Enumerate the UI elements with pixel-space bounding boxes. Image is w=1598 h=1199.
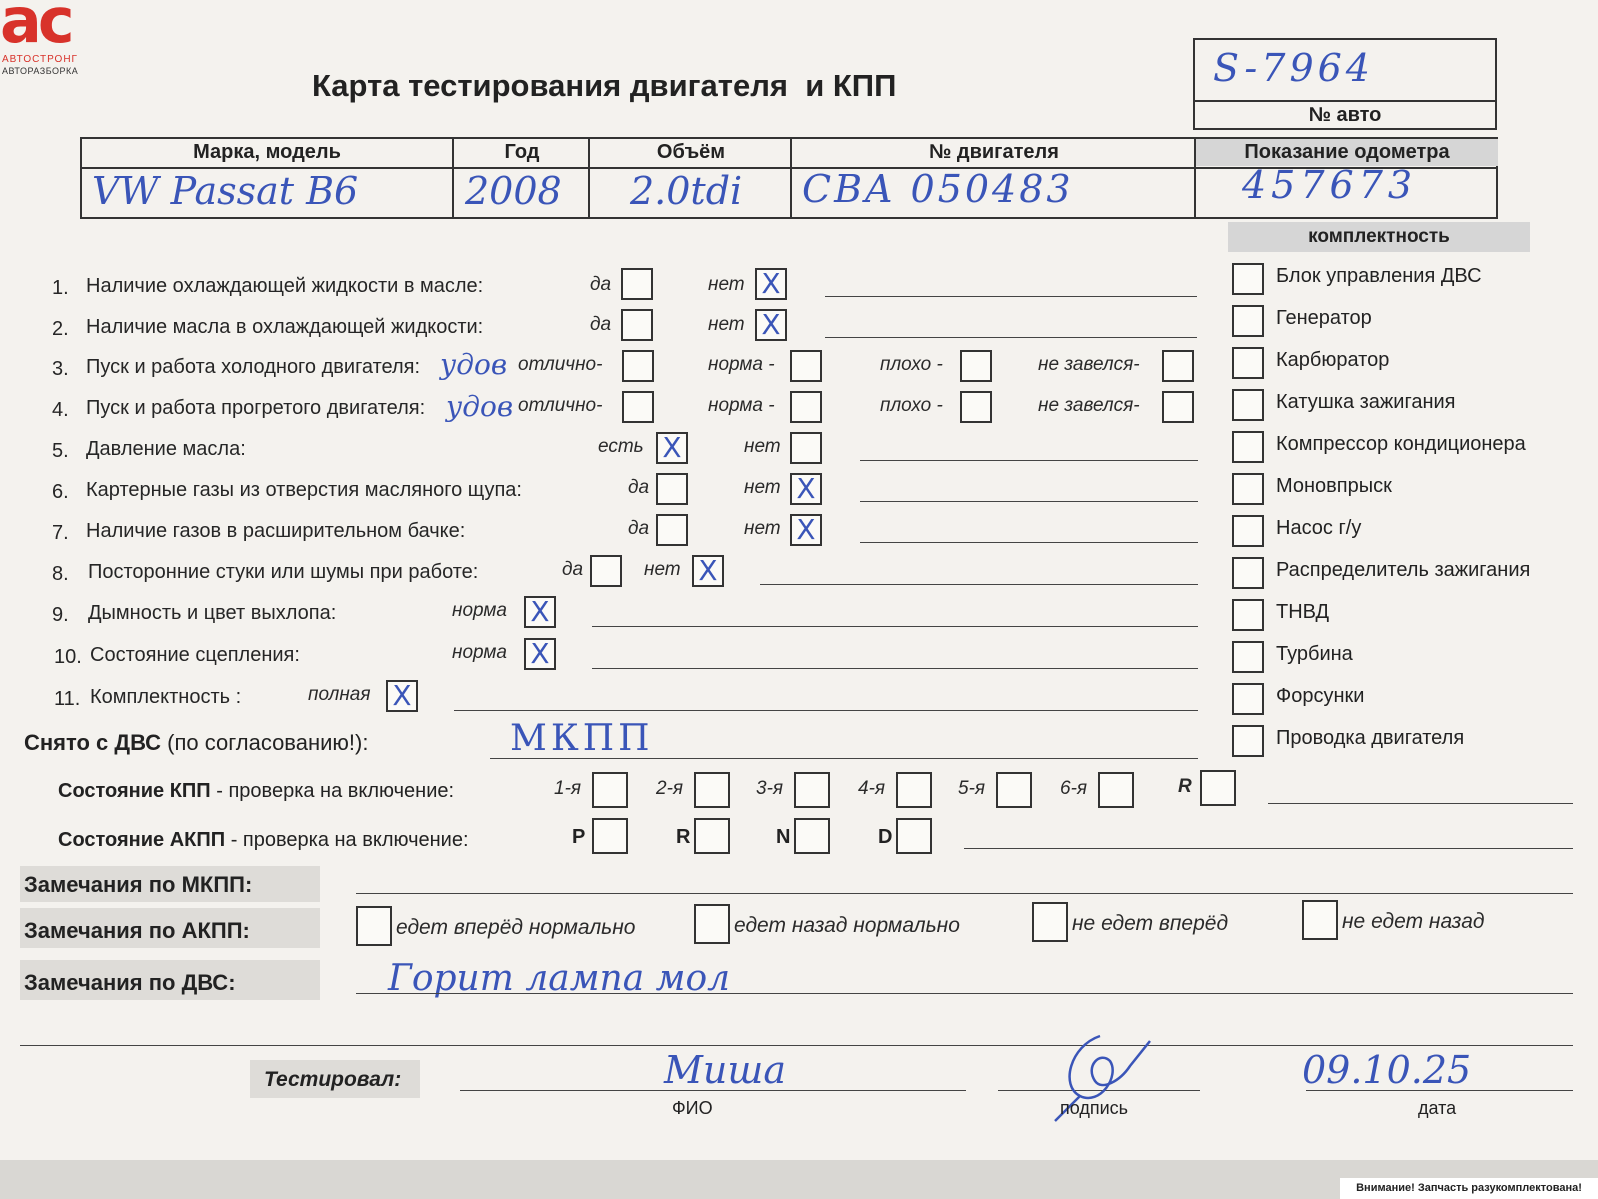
q1-yes-label: да [590,274,612,295]
q5-number: 5. [52,440,69,462]
car-number-divider [1195,100,1495,102]
mode-p-label: P [572,826,586,848]
q2-number: 2. [52,318,69,340]
q3-no-start-checkbox[interactable] [1162,350,1194,382]
value-make-model: VW Passat B6 [92,169,359,213]
q10-note-line [592,668,1198,669]
gear-6-label: 6-я [1060,778,1088,799]
remarks-akpp-label: Замечания по АКПП: [24,918,250,943]
removed-line [490,758,1198,759]
signature-caption: подпись [1060,1098,1129,1118]
q5-no-checkbox[interactable] [790,432,822,464]
gear-4-label: 4-я [858,778,886,799]
q1-number: 1. [52,277,69,299]
q8-no-label: нет [644,559,681,580]
mode-r-checkbox[interactable] [694,818,730,854]
q8-yes-label: да [562,559,584,580]
q3-normal-label: норма - [708,354,775,375]
q4-no-start-label: не завелся- [1038,395,1140,416]
kit-checkbox[interactable] [1232,347,1264,379]
header-make-model: Марка, модель [193,141,341,163]
q2-text: Наличие масла в охлаждающей жидкости: [86,316,484,338]
q5-note-line [860,460,1198,461]
tester-name: Миша [664,1048,787,1092]
q3-no-start-label: не завелся- [1038,354,1140,375]
gear-r-label: R [1178,776,1192,797]
q5-no-label: нет [744,436,781,457]
kit-checkbox[interactable] [1232,305,1264,337]
mode-d-checkbox[interactable] [896,818,932,854]
gear-3-checkbox[interactable] [794,772,830,808]
q6-no-checkbox[interactable]: X [790,473,822,505]
q3-number: 3. [52,358,69,380]
q4-bad-label: плохо - [880,395,943,416]
warning-banner: Внимание! Запчасть разукомплектована! [1340,1178,1598,1199]
q11-full-label: полная [308,684,371,705]
q9-normal-checkbox[interactable]: X [524,596,556,628]
q10-normal-label: норма [452,642,507,663]
kpp-note-line [1268,803,1573,804]
kit-checkbox[interactable] [1232,389,1264,421]
mode-n-checkbox[interactable] [794,818,830,854]
akpp-no-forward-checkbox[interactable] [1032,902,1068,942]
q4-text: Пуск и работа прогретого двигателя: [86,397,426,419]
header-odometer: Показание одометра [1194,139,1498,166]
header-year: Год [452,139,590,219]
q3-normal-checkbox[interactable] [790,350,822,382]
q1-no-label: нет [708,274,745,295]
q7-no-checkbox[interactable]: X [790,514,822,546]
q3-text: Пуск и работа холодного двигателя: [86,356,421,378]
value-volume: 2.0tdi [630,169,743,213]
q7-number: 7. [52,522,69,544]
q3-bad-checkbox[interactable] [960,350,992,382]
q4-bad-checkbox[interactable] [960,391,992,423]
q6-number: 6. [52,481,69,503]
q5-text: Давление масла: [86,438,246,460]
remarks-dvs-label: Замечания по ДВС: [24,970,236,995]
q6-yes-label: да [628,477,650,498]
q2-yes-checkbox[interactable] [621,309,653,341]
q6-note-line [860,501,1198,502]
q9-normal-label: норма [452,600,507,621]
q9-text: Дымность и цвет выхлопа: [88,602,337,624]
remarks-dvs-line [356,993,1573,994]
kit-checkbox[interactable] [1232,683,1264,715]
gear-5-checkbox[interactable] [996,772,1032,808]
q8-note-line [760,584,1198,585]
q3-note: удов [440,348,508,381]
q10-number: 10. [54,646,82,668]
q1-yes-checkbox[interactable] [621,268,653,300]
header-volume: Объём [588,139,792,219]
mode-d-label: D [878,826,893,848]
remarks-dvs-line-2 [20,1045,1573,1046]
remarks-dvs-value: Горит лампа мол [388,958,731,999]
q1-note-line [825,296,1197,297]
akpp-no-backward-label: не едет назад [1342,910,1485,933]
fio-line [460,1090,966,1091]
q3-bad-label: плохо - [880,354,943,375]
tested-label: Тестировал: [264,1068,402,1091]
kit-checkbox[interactable] [1232,263,1264,295]
remarks-mkpp-label: Замечания по МКПП: [24,872,253,897]
kit-checkbox[interactable] [1232,725,1264,757]
mode-n-label: N [776,826,791,848]
q2-yes-label: да [590,314,612,335]
q1-no-checkbox[interactable]: X [755,268,787,300]
akpp-forward-ok-label: едет вперёд нормально [396,916,636,939]
car-number-label: № авто [1308,104,1382,126]
q4-excellent-label: отлично- [518,395,603,416]
company-logo [0,0,110,80]
q8-text: Посторонние стуки или шумы при работе: [88,561,479,583]
q11-note-line [454,710,1198,711]
akpp-backward-ok-checkbox[interactable] [694,904,730,944]
header-engine-number: № двигателя [790,139,1196,219]
gear-1-label: 1-я [554,778,582,799]
q8-no-checkbox[interactable]: X [692,555,724,587]
q2-note-line [825,337,1197,338]
value-odometer: 457673 [1242,163,1418,207]
value-engine-number: CBA 050483 [802,167,1074,211]
date-line [1306,1090,1573,1091]
logo-mark: ac [0,0,71,57]
akpp-note-line [964,848,1573,849]
date-caption: дата [1418,1098,1457,1118]
removed-label: Снято с ДВС (по согласованию!): [24,730,369,755]
akpp-backward-ok-label: едет назад нормально [734,914,960,937]
akpp-no-forward-label: не едет вперёд [1072,912,1229,935]
kit-checkbox[interactable] [1232,599,1264,631]
akpp-forward-ok-checkbox[interactable] [356,906,392,946]
kit-checkbox[interactable] [1232,431,1264,463]
q3-excellent-label: отлично- [518,354,603,375]
q7-yes-label: да [628,518,650,539]
car-number-value: S-7964 [1213,46,1374,90]
mode-r-label: R [676,826,691,848]
remarks-mkpp-line [356,893,1573,894]
q4-number: 4. [52,399,69,421]
q8-yes-checkbox[interactable] [590,555,622,587]
q8-number: 8. [52,563,69,585]
car-number-box [1193,38,1497,130]
kit-checkbox[interactable] [1232,515,1264,547]
vehicle-table [80,137,1498,219]
q10-normal-checkbox[interactable]: X [524,638,556,670]
kit-title: комплектность [1228,222,1530,252]
akpp-label: Состояние АКПП - проверка на включение: [58,829,469,851]
q11-text: Комплектность : [90,686,242,708]
page-title: Карта тестирования двигателя и КПП [312,68,897,103]
removed-value: МКПП [510,718,654,759]
kit-list: Блок управления ДВС Генератор Карбюратор Катушка зажигания Компрессор кондиционера Моновпрыск Насос г/у Распределитель зажигания ТНВД Турбина Форсунки Проводка двигателя [1232,263,1572,763]
q10-text: Состояние сцепления: [90,644,300,666]
mode-p-checkbox[interactable] [592,818,628,854]
gear-3-label: 3-я [756,778,784,799]
q6-yes-checkbox[interactable] [656,473,688,505]
q9-number: 9. [52,604,69,626]
value-year: 2008 [465,169,562,213]
q4-normal-label: норма - [708,395,775,416]
kpp-label: Состояние КПП - проверка на включение: [58,780,455,802]
logo-sub: АВТОРАЗБОРКА [2,66,79,76]
q2-no-checkbox[interactable]: X [755,309,787,341]
q4-note: удов [446,390,514,423]
logo-name: АВТОСТРОНГ [2,54,78,65]
fio-caption: ФИО [672,1098,713,1118]
q6-no-label: нет [744,477,781,498]
akpp-no-backward-checkbox[interactable] [1302,900,1338,940]
gear-5-label: 5-я [958,778,986,799]
kit-checkbox[interactable] [1232,557,1264,589]
gear-4-checkbox[interactable] [896,772,932,808]
q4-normal-checkbox[interactable] [790,391,822,423]
q7-no-label: нет [744,518,781,539]
q7-yes-checkbox[interactable] [656,514,688,546]
q4-excellent-checkbox[interactable] [622,391,654,423]
gear-1-checkbox[interactable] [592,772,628,808]
q7-note-line [860,542,1198,543]
q1-text: Наличие охлаждающей жидкости в масле: [86,275,484,297]
q4-no-start-checkbox[interactable] [1162,391,1194,423]
q5-yes-label: есть [598,436,644,457]
gear-2-label: 2-я [656,778,684,799]
gear-2-checkbox[interactable] [694,772,730,808]
q11-full-checkbox[interactable]: X [386,680,418,712]
gear-r-checkbox[interactable] [1200,770,1236,806]
q6-text: Картерные газы из отверстия масляного щупа: [86,479,522,501]
q3-excellent-checkbox[interactable] [622,350,654,382]
gear-6-checkbox[interactable] [1098,772,1134,808]
test-date: 09.10.25 [1302,1048,1472,1092]
q11-number: 11. [54,688,81,710]
q5-yes-checkbox[interactable]: X [656,432,688,464]
q9-note-line [592,626,1198,627]
kit-checkbox[interactable] [1232,641,1264,673]
kit-checkbox[interactable] [1232,473,1264,505]
q2-no-label: нет [708,314,745,335]
q7-text: Наличие газов в расширительном бачке: [86,520,466,542]
